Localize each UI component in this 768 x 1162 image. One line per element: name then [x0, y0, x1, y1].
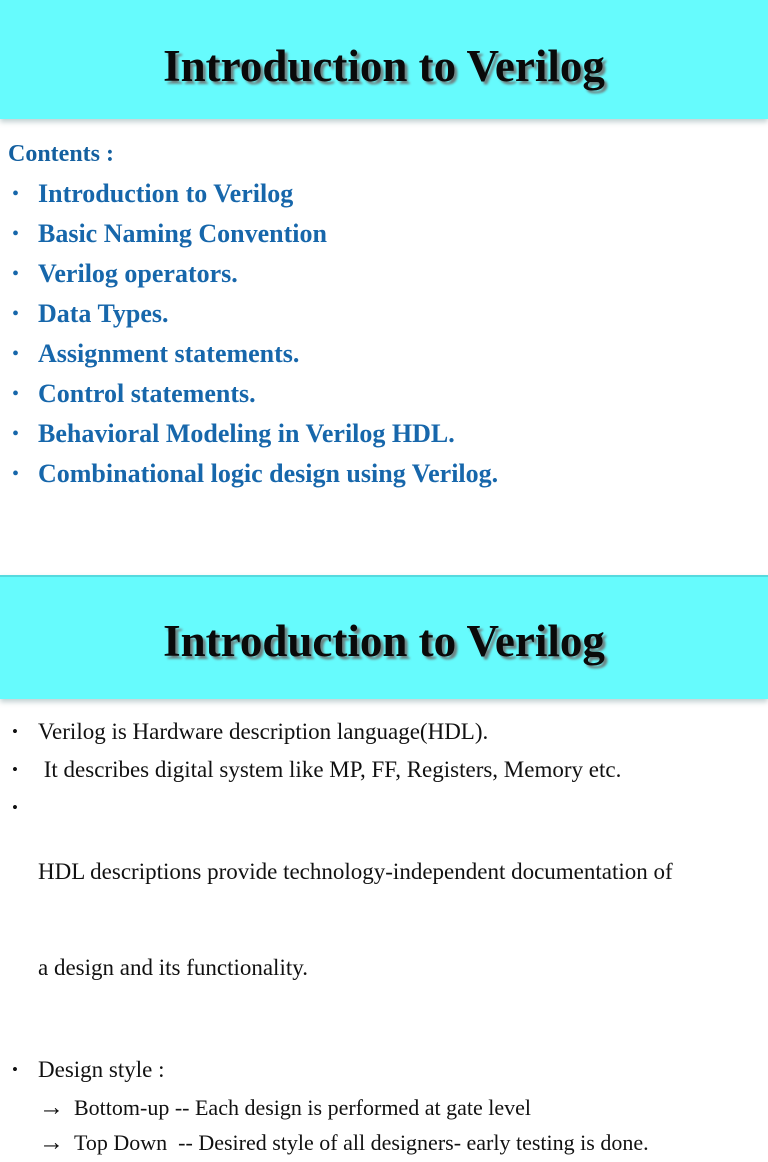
bullet-icon: •	[12, 1060, 18, 1079]
bullet-item	[0, 1054, 768, 1086]
arrow-sub-item	[0, 1092, 768, 1124]
bullet-icon: •	[12, 463, 20, 485]
slide2-title: Introduction to Verilog	[163, 616, 605, 666]
list-item-label: Control statements.	[38, 379, 256, 408]
list-item-label: Data Types.	[38, 299, 169, 328]
bullet-text: HDL descriptions provide technology-independent documentation of	[38, 859, 673, 884]
slide1-title: Introduction to Verilog	[163, 40, 605, 91]
bullet-item	[0, 754, 768, 786]
bullet-item	[0, 792, 768, 1048]
bullet-text: Verilog is Hardware description language(HDL).	[38, 719, 489, 744]
list-item	[0, 334, 768, 374]
sub-item-text: Bottom-up -- Each design is performed at gate level	[74, 1095, 531, 1120]
bullet-icon: •	[12, 303, 20, 325]
bullet-icon: •	[12, 383, 20, 405]
bullet-item	[0, 716, 768, 748]
bullet-icon: •	[12, 263, 20, 285]
list-item	[0, 374, 768, 414]
arrow-sub-item	[0, 1127, 768, 1159]
bullet-icon: •	[12, 798, 18, 817]
contents-list	[0, 174, 768, 494]
list-item-label: Combinational logic design using Verilog.	[38, 459, 499, 488]
list-item-label: Verilog operators.	[38, 259, 238, 288]
right-arrow-icon: →	[39, 1129, 64, 1156]
list-item	[0, 174, 768, 214]
contents-heading: Contents :	[8, 141, 114, 167]
bullet-icon: •	[12, 343, 20, 365]
slide2-body	[0, 710, 768, 1162]
list-item	[0, 294, 768, 334]
right-arrow-icon: →	[39, 1094, 64, 1121]
list-item-label: Introduction to Verilog	[38, 179, 294, 208]
sub-item-text: Top Down -- Desired style of all designers- early testing is done.	[74, 1130, 649, 1155]
bullet-text: It describes digital system like MP, FF, Registers, Memory etc.	[38, 757, 622, 782]
bullet-text: a design and its functionality.	[38, 955, 308, 980]
bullet-icon: •	[12, 183, 20, 205]
list-item-label: Assignment statements.	[38, 339, 300, 368]
list-item	[0, 214, 768, 254]
bullet-icon: •	[12, 423, 20, 445]
list-item	[0, 454, 768, 494]
bullet-text: Design style :	[38, 1057, 165, 1082]
bullet-icon: •	[12, 760, 18, 779]
slide1-title-band	[0, 0, 768, 119]
slide1-contents-section	[0, 140, 768, 494]
bullet-icon: •	[12, 722, 18, 741]
list-item	[0, 414, 768, 454]
slide2-title-band	[0, 575, 768, 699]
list-item	[0, 254, 768, 294]
bullet-icon: •	[12, 223, 20, 245]
list-item-label: Behavioral Modeling in Verilog HDL.	[38, 419, 455, 448]
list-item-label: Basic Naming Convention	[38, 219, 327, 248]
